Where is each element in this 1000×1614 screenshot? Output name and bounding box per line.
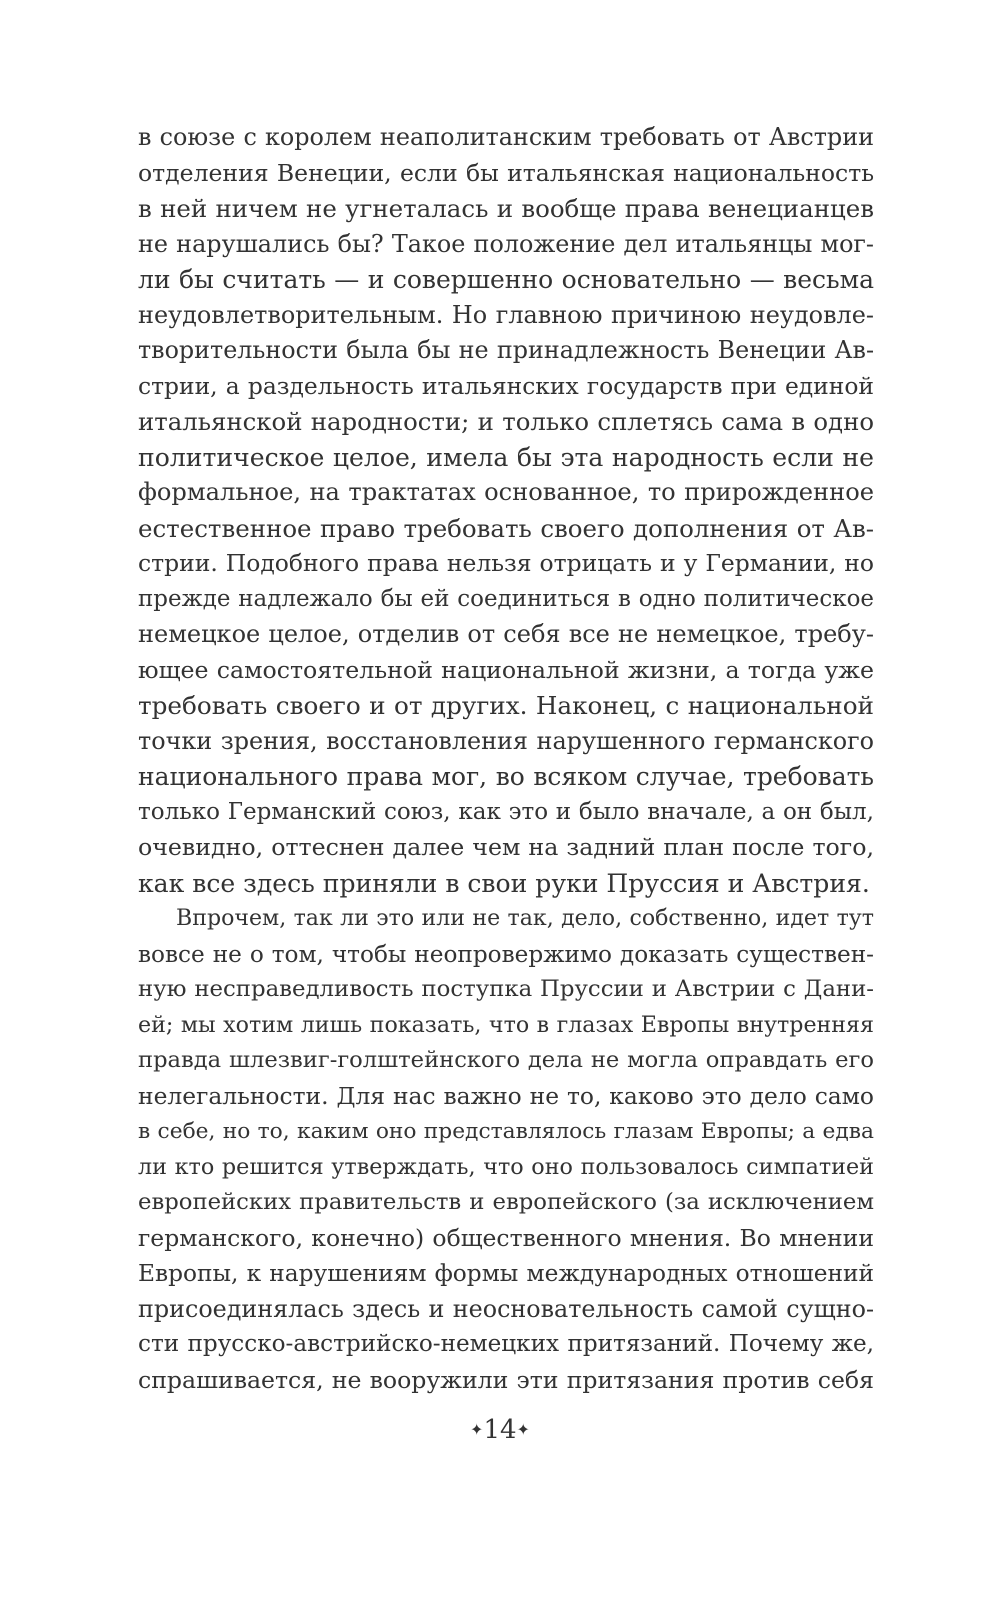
paragraph-first-line: Впрочем, так ли это или не так, дело, собственно, идет тут — [176, 906, 874, 931]
text-line: требовать своего и от других. Наконец, с национальной — [138, 691, 874, 720]
page-number-footer — [0, 1415, 1000, 1445]
text-line: политическое целое, имела бы эта народность если не — [138, 442, 874, 472]
ornament-left-icon: ✦ — [470, 1420, 484, 1439]
text-line: правда шлезвиг-голштейнского дела не могла оправдать его — [138, 1047, 874, 1073]
text-line: ли кто решится утверждать, что оно пользовалось симпатией — [138, 1153, 874, 1180]
text-line: ли бы считать — и совершенно основательно — весьма — [138, 265, 874, 294]
text-line: стрии, а раздельность итальянских государств при единой — [138, 371, 874, 400]
text-line: формальное, на трактатах основанное, то прирожденное — [138, 478, 874, 506]
text-line: точки зрения, восстановления нарушенного германского — [138, 726, 874, 755]
text-line: спрашивается, не вооружили эти притязания против себя — [138, 1365, 874, 1394]
text-line: итальянской народности; и только сплетясь сама в одно — [138, 407, 874, 436]
text-line: сти прусско-австрийско-немецких притязаний. Почему же, — [138, 1331, 874, 1357]
text-line: не нарушались бы? Такое положение дел итальянцы мог- — [138, 229, 874, 258]
text-line: естественное право требовать своего дополнения от Ав- — [138, 513, 874, 543]
body-text — [138, 120, 874, 1398]
text-line: в себе, но то, каким оно представлялось глазам Европы; а едва — [138, 1119, 874, 1144]
text-line: ную несправедливость поступка Пруссии и Австрии с Дани- — [138, 976, 874, 1002]
text-line: творительности была бы не принадлежность Венеции Ав- — [138, 336, 874, 364]
text-line: очевидно, оттеснен далее чем на задний план после того, — [138, 833, 874, 861]
text-line: прежде надлежало бы ей соединиться в одно политическое — [138, 585, 874, 612]
text-line: только Германский союз, как это и было вначале, а он был, — [138, 798, 874, 825]
text-line: немецкое целое, отделив от себя все не немецкое, требу- — [138, 620, 874, 648]
text-line: ющее самостоятельной национальной жизни, а тогда уже — [138, 655, 874, 684]
text-line: в союзе с королем неаполитанским требовать от Австрии — [138, 123, 874, 151]
text-line: неудовлетворительным. Но главною причиною неудовле- — [138, 300, 874, 329]
text-line: нелегальности. Для нас важно не то, каково это дело само — [138, 1081, 874, 1110]
text-line: вовсе не о том, чтобы неопровержимо доказать существен- — [138, 940, 874, 968]
page-number: 14 — [483, 1415, 517, 1445]
text-line: присоединялась здесь и неосновательность самой сущно- — [138, 1294, 874, 1323]
text-line: стрии. Подобного права нельзя отрицать и у Германии, но — [138, 549, 874, 577]
text-line: Европы, к нарушениям формы международных отношений — [138, 1260, 874, 1287]
text-line: ей; мы хотим лишь показать, что в глазах Европы внутренняя — [138, 1011, 874, 1038]
text-line: в ней ничем не угнеталась и вообще права венецианцев — [138, 194, 874, 223]
text-line: отделения Венеции, если бы итальянская национальность — [138, 158, 874, 187]
text-line: национального права мог, во всяком случае, требовать — [138, 762, 874, 791]
text-line: германского, конечно) общественного мнения. Во мнении — [138, 1223, 874, 1252]
text-line: европейских правительств и европейского (за исключением — [138, 1189, 874, 1215]
ornament-right-icon: ✦ — [516, 1420, 530, 1439]
paragraph-last-line: как все здесь приняли в свои руки Пруссия и Австрия. — [138, 868, 870, 898]
